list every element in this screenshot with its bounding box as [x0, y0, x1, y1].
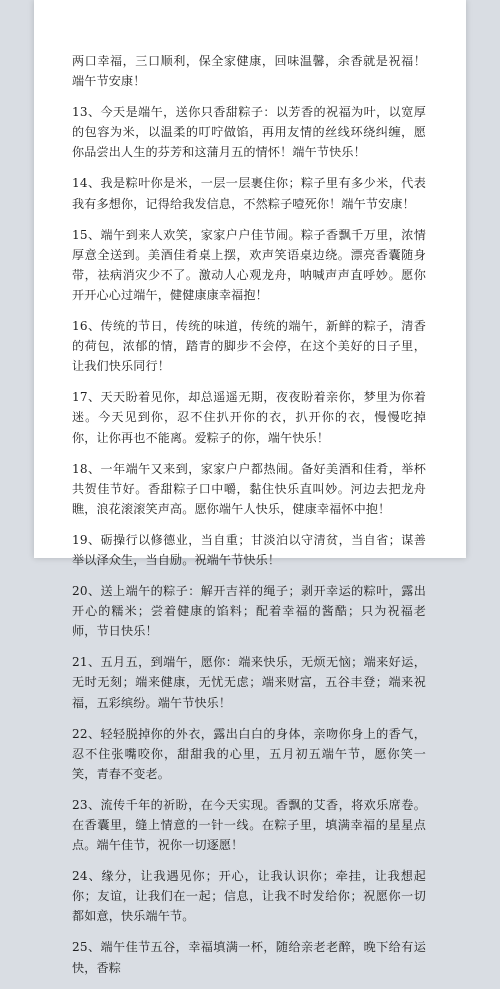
document-body	[72, 51, 426, 989]
document-page	[34, 0, 466, 975]
paragraph: 两口幸福，三口顺利，保全家健康，回味温馨，余香就是祝福！端午节安康！	[72, 54, 426, 89]
paragraph: 23、流传千年的祈盼，在今天实现。香飘的艾香，将欢乐席卷。在香囊里，缝上情意的一针一线。在粽子里，填满幸福的星星点点。端午佳节，祝你一切逐愿！	[72, 797, 426, 853]
paragraph: 20、送上端午的粽子：解开吉祥的绳子；剥开幸运的粽叶，露出开心的糯米；尝着健康的馅料；配着幸福的酱酷；只为祝福老师，节日快乐！	[72, 584, 426, 639]
paragraph: 16、传统的节日，传统的味道，传统的端午，新鲜的粽子，清香的荷包，浓郁的情，踏青的脚步不会停，在这个美好的日子里，让我们快乐同行！	[72, 319, 426, 374]
paragraph: 14、我是粽叶你是米，一层一层裹住你；粽子里有多少米，代表我有多想你，记得给我发信息，不然粽子噎死你！端午节安康！	[72, 176, 426, 211]
paragraph: 17、天天盼着见你，却总遥遥无期，夜夜盼着亲你，梦里为你着迷。今天见到你，忍不住扒开你的衣，扒开你的衣，慢慢吃掉你，让你再也不能离。爱粽子的你，端午快乐！	[72, 390, 426, 445]
paragraph: 19、砺操行以修德业，当自重；甘淡泊以守清贫，当自省；谋善举以泽众生，当自励。祝端午节快乐！	[72, 532, 426, 567]
paragraph: 18、一年端午又来到，家家户户都热闹。备好美酒和佳肴，举杯共贺佳节好。香甜粽子口中嚼，黏住快乐直叫妙。河边去把龙舟瞧，浪花滚滚笑声高。愿你端午人快乐，健康幸福怀中抱！	[72, 461, 426, 516]
paragraph: 24、缘分，让我遇见你；开心，让我认识你；牵挂，让我想起你；友谊，让我们在一起；信息，让我不时发给你；祝愿你一切都如意，快乐端午节。	[72, 869, 426, 924]
paragraph: 21、五月五，到端午，愿你：端来快乐，无烦无恼；端来好运，无时无刻；端来健康，无忧无虑；端来财富，五谷丰登；端来祝福，五彩缤纷。端午节快乐！	[72, 655, 426, 710]
paragraph: 13、今天是端午，送你只香甜粽子：以芳香的祝福为叶，以宽厚的包容为米，以温柔的叮咛做馅，再用友情的丝线环绕纠缠，愿你品尝出人生的芬芳和这蒲月五的情怀！端午节快乐！	[72, 105, 426, 160]
paragraph: 15、端午到来人欢笑，家家户户佳节闹。粽子香飘千万里，浓情厚意全送到。美酒佳肴桌上摆，欢声笑语桌边绕。漂亮香囊随身带，祛病消灾少不了。激动人心观龙舟，呐喊声声直呼妙。愿你开开心心过端午，健健康康幸福抱！	[72, 227, 426, 302]
paragraph: 25、端午佳节五谷，幸福填满一杯，随给亲老老醉，晚下给有运快，香粽	[72, 940, 426, 975]
paragraph: 22、轻轻脱掉你的外衣，露出白白的身体，亲吻你身上的香气，忍不住张嘴咬你，甜甜我的心里，五月初五端午节，愿你笑一笑，青春不变老。	[72, 726, 426, 781]
